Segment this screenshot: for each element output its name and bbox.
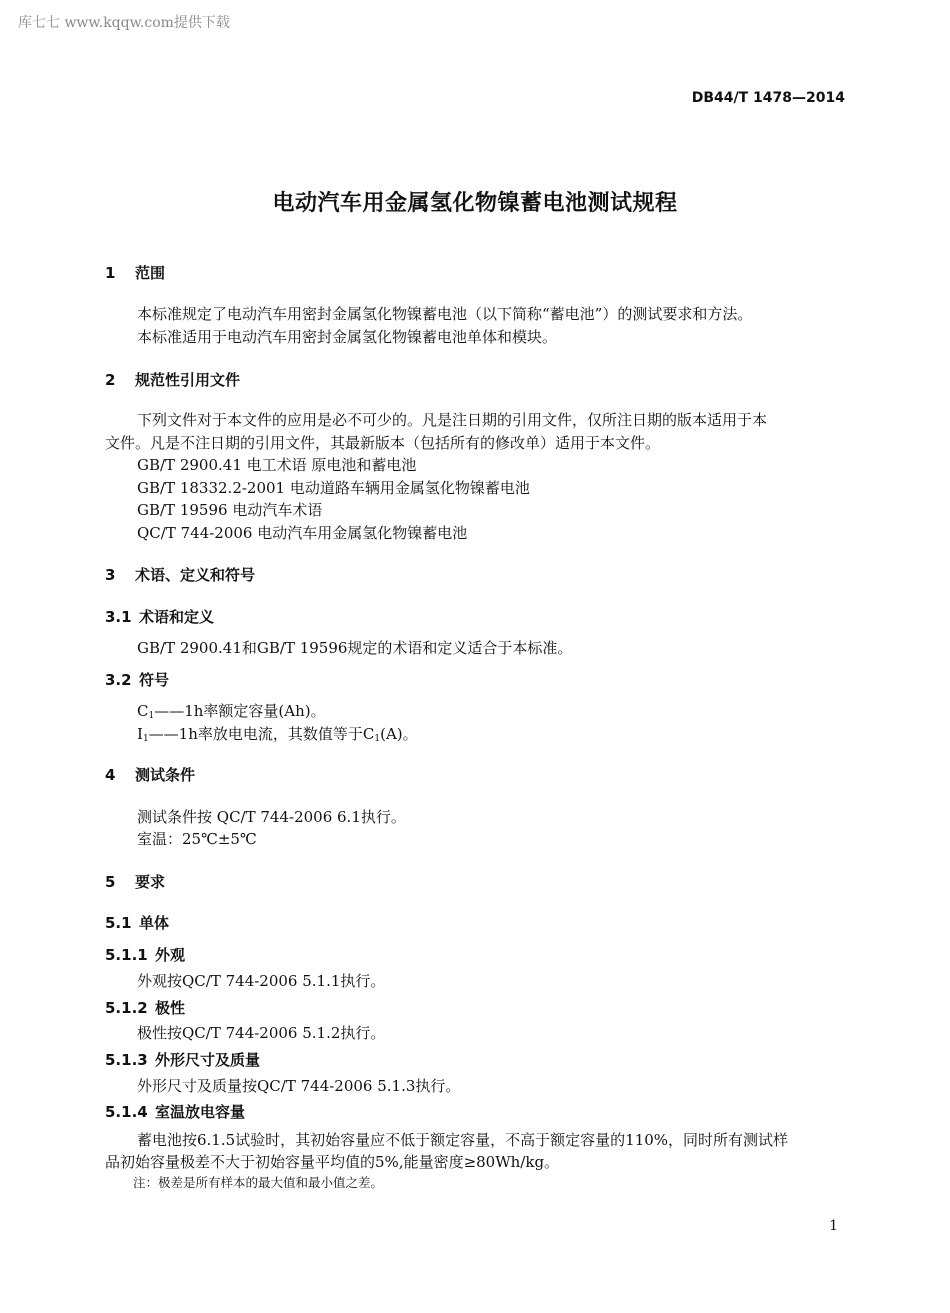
paragraph: 品初始容量极差不大于初始容量平均值的5%,能量密度≥80Wh/kg。 bbox=[105, 1153, 560, 1171]
page-number: 1 bbox=[829, 1218, 838, 1234]
section-5-1-1-heading bbox=[105, 944, 185, 965]
section-5-heading bbox=[105, 871, 165, 892]
section-3-1-heading bbox=[105, 606, 214, 627]
paragraph: 文件。凡是不注日期的引用文件，其最新版本（包括所有的修改单）适用于本文件。 bbox=[105, 434, 661, 452]
section-title: 要求 bbox=[135, 873, 166, 891]
paragraph: 本标准适用于电动汽车用密封金属氢化物镍蓄电池单体和模块。 bbox=[137, 328, 558, 346]
document-number: DB44/T 1478—2014 bbox=[691, 90, 845, 106]
section-number: 3.1 bbox=[105, 608, 132, 626]
section-number: 2 bbox=[105, 371, 116, 389]
paragraph: 外形尺寸及质量按QC/T 744-2006 5.1.3执行。 bbox=[137, 1077, 461, 1095]
section-2-heading bbox=[105, 369, 240, 390]
section-title: 规范性引用文件 bbox=[135, 371, 241, 389]
symbol-text: ——1h率额定容量(Ah)。 bbox=[154, 702, 326, 720]
section-title: 外形尺寸及质量 bbox=[155, 1051, 261, 1069]
section-number: 5.1.2 bbox=[105, 999, 148, 1017]
section-title: 范围 bbox=[135, 264, 166, 282]
subscript: 1 bbox=[374, 734, 381, 744]
section-title: 符号 bbox=[139, 671, 170, 689]
section-number: 3.2 bbox=[105, 671, 132, 689]
section-title: 术语和定义 bbox=[139, 608, 215, 626]
section-5-1-4-heading bbox=[105, 1101, 245, 1122]
section-number: 4 bbox=[105, 766, 116, 784]
symbol-definition bbox=[137, 723, 418, 744]
section-3-heading bbox=[105, 564, 255, 585]
section-title: 测试条件 bbox=[135, 766, 196, 784]
section-title: 外观 bbox=[155, 946, 186, 964]
section-5-1-heading bbox=[105, 912, 169, 933]
paragraph: 下列文件对于本文件的应用是必不可少的。凡是注日期的引用文件，仅所注日期的版本适用于本 bbox=[137, 411, 768, 429]
reference-item: GB/T 18332.2-2001 电动道路车辆用金属氢化物镍蓄电池 bbox=[137, 479, 530, 497]
section-number: 5 bbox=[105, 873, 116, 891]
section-title: 室温放电容量 bbox=[155, 1103, 246, 1121]
section-number: 5.1.3 bbox=[105, 1051, 148, 1069]
paragraph: 蓄电池按6.1.5试验时，其初始容量应不低于额定容量，不高于额定容量的110%，同时所有测试样 bbox=[137, 1131, 789, 1149]
symbol: I bbox=[137, 725, 143, 743]
symbol-definition bbox=[137, 700, 326, 721]
section-number: 5.1.4 bbox=[105, 1103, 148, 1121]
section-5-1-3-heading bbox=[105, 1049, 260, 1070]
section-title: 单体 bbox=[139, 914, 170, 932]
section-title: 极性 bbox=[155, 999, 186, 1017]
section-number: 5.1 bbox=[105, 914, 132, 932]
section-number: 1 bbox=[105, 264, 116, 282]
paragraph: 测试条件按 QC/T 744-2006 6.1执行。 bbox=[137, 808, 406, 826]
paragraph: 本标准规定了电动汽车用密封金属氢化物镍蓄电池（以下简称“蓄电池”）的测试要求和方法。 bbox=[137, 305, 753, 323]
reference-item: GB/T 19596 电动汽车术语 bbox=[137, 501, 323, 519]
section-1-heading bbox=[105, 262, 165, 283]
paragraph: GB/T 2900.41和GB/T 19596规定的术语和定义适合于本标准。 bbox=[137, 639, 573, 657]
section-5-1-2-heading bbox=[105, 997, 185, 1018]
section-title: 术语、定义和符号 bbox=[135, 566, 256, 584]
watermark: 库七七 www.kqqw.com提供下载 bbox=[18, 15, 230, 31]
symbol: C bbox=[137, 702, 149, 720]
section-number: 3 bbox=[105, 566, 116, 584]
section-number: 5.1.1 bbox=[105, 946, 148, 964]
subscript: 1 bbox=[142, 734, 149, 744]
note: 注：极差是所有样本的最大值和最小值之差。 bbox=[133, 1175, 384, 1190]
subscript: 1 bbox=[148, 711, 155, 721]
page-title: 电动汽车用金属氢化物镍蓄电池测试规程 bbox=[272, 191, 678, 216]
section-4-heading bbox=[105, 764, 195, 785]
reference-item: QC/T 744-2006 电动汽车用金属氢化物镍蓄电池 bbox=[137, 524, 468, 542]
symbol-text: (A)。 bbox=[380, 725, 418, 743]
paragraph: 极性按QC/T 744-2006 5.1.2执行。 bbox=[137, 1024, 386, 1042]
section-3-2-heading bbox=[105, 669, 169, 690]
paragraph: 室温：25℃±5℃ bbox=[137, 830, 257, 848]
reference-item: GB/T 2900.41 电工术语 原电池和蓄电池 bbox=[137, 456, 417, 474]
symbol-text: ——1h率放电电流，其数值等于C bbox=[148, 725, 375, 743]
paragraph: 外观按QC/T 744-2006 5.1.1执行。 bbox=[137, 972, 386, 990]
